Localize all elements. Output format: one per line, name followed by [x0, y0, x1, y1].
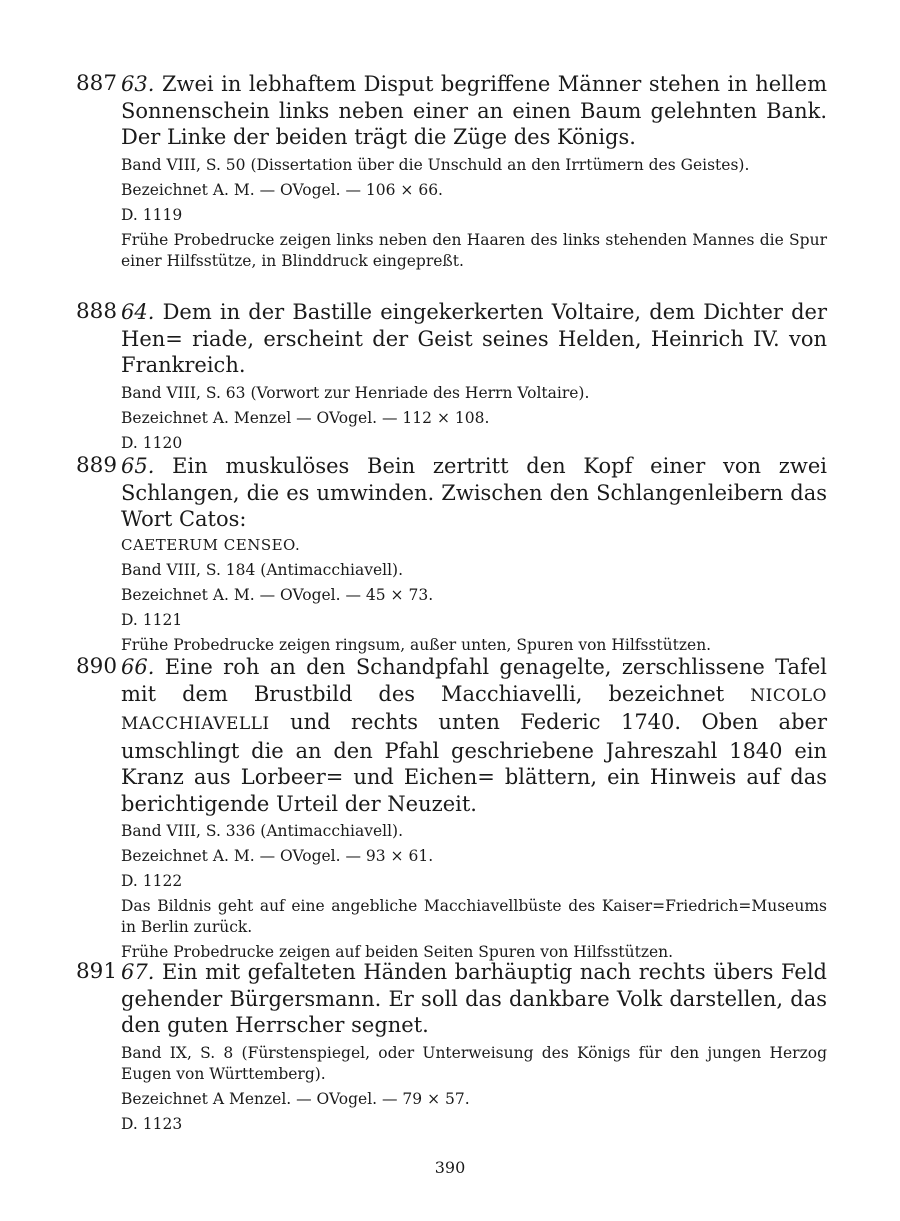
entry-title-text: Dem in der Bastille eingekerkerten Voltaire, dem Dichter der Hen= riade, erscheint der Geist seines Helden, Heinrich IV. von Frankreich. — [121, 300, 827, 377]
entry-signed: Bezeichnet A. M. — OVogel. — 93 × 61. — [121, 847, 434, 865]
entry-d-number: D. 1121 — [121, 610, 183, 629]
entry-body — [121, 654, 827, 963]
entry-title-text: Zwei in lebhaftem Disput begriffene Männer stehen in hellem Sonnenschein links neben einer an einen Baum gelehnten Bank. Der Linke der beiden trägt die Züge des Königs. — [121, 72, 827, 149]
entry-body — [121, 299, 827, 454]
entry-index: 64. — [121, 300, 155, 324]
entry-note: Das Bildnis geht auf eine angebliche Macchiavellbüste des Kaiser=Friedrich=Museums in Berlin zurück. — [121, 897, 827, 936]
entry-number: 891 — [76, 959, 118, 984]
entry-title — [121, 71, 827, 151]
entry-signed: Bezeichnet A. Menzel — OVogel. — 112 × 108. — [121, 408, 490, 427]
entry-signed: Bezeichnet A. M. — OVogel. — 45 × 73. — [121, 585, 434, 604]
entry-d-number: D. 1123 — [121, 1114, 183, 1133]
entry-note: Frühe Probedrucke zeigen ringsum, außer unten, Spuren von Hilfsstützen. — [121, 635, 712, 654]
entry-title — [121, 453, 827, 533]
entry-signed: Bezeichnet A Menzel. — OVogel. — 79 × 57. — [121, 1089, 470, 1108]
entry-title-text-a: Eine roh an den Schandpfahl genagelte, zerschlissene Tafel mit dem Brustbild des Macchiavelli, bezeichnet — [121, 655, 827, 706]
entry-number: 889 — [76, 453, 118, 478]
entry-band: Band VIII, S. 63 (Vorwort zur Henriade des Herrn Voltaire). — [121, 383, 590, 402]
entry-index: 65. — [121, 454, 155, 478]
entry-title-text: Ein muskulöses Bein zertritt den Kopf einer von zwei Schlangen, die es umwinden. Zwischen den Schlangenleibern das Wort Catos: — [121, 454, 827, 531]
entry-d-number: D. 1119 — [121, 205, 183, 224]
entry-band: Band IX, S. 8 (Fürstenspiegel, oder Unterweisung des Königs für den jungen Herzog Eugen von Württemberg). — [121, 1043, 827, 1083]
entry-body — [121, 71, 827, 272]
entry-title-text-b: und rechts unten Federic 1740. Oben aber umschlingt die an den Pfahl geschriebene Jahreszahl 1840 ein Kranz aus Lorbeer= und Eichen= blättern, ein Hinweis auf das berichtigende Urteil der Neuzeit. — [121, 710, 827, 816]
entry-signed: Bezeichnet A. M. — OVogel. — 106 × 66. — [121, 180, 443, 199]
entry-index: 66. — [121, 655, 155, 679]
entry-d-number: D. 1122 — [121, 872, 183, 890]
entry-title — [121, 299, 827, 379]
entry-band: Band VIII, S. 50 (Dissertation über die Unschuld an den Irrtümern des Geistes). — [121, 155, 750, 174]
entry-index: 63. — [121, 72, 155, 96]
entry-title — [121, 959, 827, 1039]
entry-note: Frühe Probedrucke zeigen auf beiden Seiten Spuren von Hilfsstützen. — [121, 943, 674, 961]
entry-title-caps: NICOLO MACCHIAVELLI — [121, 685, 827, 734]
entry-number: 888 — [76, 299, 118, 324]
entry-body — [121, 959, 827, 1135]
entry-title-text: Ein mit gefalteten Händen barhäuptig nach rechts übers Feld gehender Bürgersmann. Er soll das dankbare Volk darstellen, das den guten Herrscher segnet. — [121, 960, 827, 1037]
entry-band: Band VIII, S. 184 (Antimacchiavell). — [121, 560, 404, 579]
entry-note: Frühe Probedrucke zeigen links neben den Haaren des links stehenden Mannes die Spur einer Hilfsstütze, in Blinddruck eingepreßt. — [121, 230, 827, 270]
entry-title-caps: CAETERUM CENSEO. — [121, 535, 301, 554]
page-number: 390 — [434, 1158, 466, 1177]
entry-body — [121, 453, 827, 656]
entry-index: 67. — [121, 960, 155, 984]
entry-band: Band VIII, S. 336 (Antimacchiavell). — [121, 822, 404, 840]
entry-number: 887 — [76, 71, 118, 96]
entry-title — [121, 654, 827, 817]
entry-number: 890 — [76, 654, 118, 679]
entry-d-number: D. 1120 — [121, 433, 183, 452]
